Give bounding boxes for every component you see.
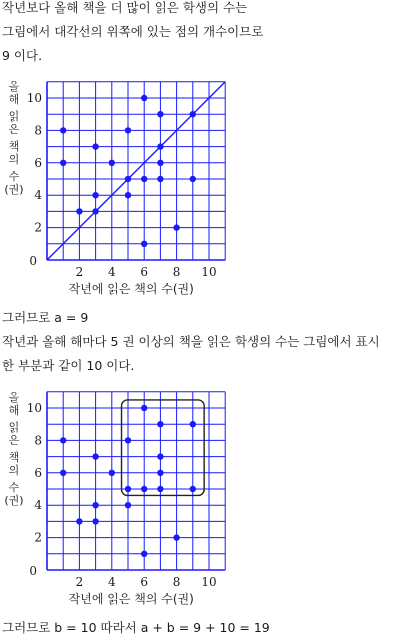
data-point	[157, 486, 163, 492]
data-point	[125, 486, 131, 492]
y-axis-label-char: 은	[8, 434, 20, 447]
data-point	[60, 127, 66, 133]
data-point	[141, 176, 147, 182]
scatter-chart-1	[0, 70, 400, 300]
data-point	[125, 192, 131, 198]
y-axis-label-char: 읽	[8, 421, 20, 434]
x-axis-label: 작년에 읽은 책의 수(권)	[68, 282, 194, 296]
data-point	[92, 453, 98, 459]
data-point	[109, 470, 115, 476]
data-point	[125, 437, 131, 443]
y-axis-label-char: (권)	[4, 183, 24, 196]
data-point	[92, 192, 98, 198]
scatter-chart-2	[0, 380, 400, 610]
result-b: 그러므로 b = 10 따라서 a + b = 9 + 10 = 19	[2, 620, 270, 635]
y-tick-label: 4	[34, 188, 42, 203]
x-tick-label: 10	[201, 575, 217, 589]
y-tick-label: 10	[26, 401, 42, 415]
y-tick-label: 8	[34, 123, 42, 138]
y-axis-label-char: 의	[8, 153, 20, 166]
y-axis-label-char: 책	[8, 451, 20, 464]
x-tick-label: 2	[75, 575, 84, 589]
data-point	[157, 176, 163, 182]
data-point	[92, 502, 98, 508]
y-axis-label-char: (권)	[4, 494, 24, 507]
y-axis-label-char: 수	[8, 170, 20, 183]
result-a: 그러므로 a = 9	[2, 310, 89, 325]
mid-line-1: 작년과 올해 해마다 5 권 이상의 책을 읽은 학생의 수는 그림에서 표시	[2, 334, 380, 349]
y-tick-label: 8	[34, 433, 42, 448]
data-point	[157, 111, 163, 117]
y-axis-label-char: 은	[8, 123, 20, 136]
data-point	[125, 502, 131, 508]
data-point	[60, 470, 66, 476]
y-tick-label: 2	[34, 530, 42, 545]
data-point	[173, 224, 179, 230]
x-tick-label: 6	[140, 575, 149, 589]
diagonal-line	[47, 82, 225, 260]
mid-line-2: 한 부분과 같이 10 이다.	[2, 358, 135, 373]
data-point	[190, 176, 196, 182]
data-point	[190, 111, 196, 117]
data-point	[60, 437, 66, 443]
data-point	[125, 176, 131, 182]
y-axis-label-char: 올	[8, 80, 20, 93]
data-point	[125, 127, 131, 133]
y-tick-label: 6	[34, 465, 42, 480]
y-axis-label-char: 의	[8, 464, 20, 477]
origin-label: 0	[29, 564, 37, 578]
x-tick-label: 6	[140, 265, 149, 279]
y-tick-label: 4	[34, 498, 42, 513]
x-tick-label: 8	[172, 575, 181, 589]
highlight-box	[122, 400, 205, 496]
y-axis-label-char: 책	[8, 140, 20, 153]
x-tick-label: 4	[107, 265, 116, 279]
y-tick-label: 6	[34, 155, 42, 170]
data-point	[157, 160, 163, 166]
data-point	[141, 95, 147, 101]
y-tick-label: 2	[34, 220, 42, 235]
y-axis-label-char: 해	[8, 404, 20, 417]
y-axis-label-char: 읽	[8, 110, 20, 123]
data-point	[141, 405, 147, 411]
data-point	[157, 421, 163, 427]
data-point	[76, 518, 82, 524]
y-axis-label-char: 해	[8, 93, 20, 106]
intro-line-1: 작년보다 올해 책을 더 많이 읽은 학생의 수는	[2, 0, 248, 15]
data-point	[173, 534, 179, 540]
data-point	[109, 160, 115, 166]
data-point	[157, 470, 163, 476]
data-point	[60, 160, 66, 166]
data-point	[157, 143, 163, 149]
data-point	[92, 208, 98, 214]
x-tick-label: 10	[201, 265, 217, 279]
x-tick-label: 2	[75, 265, 84, 279]
intro-line-2: 그림에서 대각선의 위쪽에 있는 점의 개수이므로	[2, 24, 264, 39]
x-tick-label: 4	[107, 575, 116, 589]
data-point	[190, 421, 196, 427]
data-point	[141, 241, 147, 247]
x-axis-label: 작년에 읽은 책의 수(권)	[68, 592, 194, 606]
y-axis-label-char: 올	[8, 391, 20, 404]
y-tick-label: 10	[26, 91, 42, 105]
data-point	[92, 518, 98, 524]
origin-label: 0	[29, 254, 37, 268]
x-tick-label: 8	[172, 265, 181, 279]
data-point	[92, 143, 98, 149]
y-axis-label-char: 수	[8, 481, 20, 494]
data-point	[76, 208, 82, 214]
data-point	[141, 551, 147, 557]
data-point	[157, 453, 163, 459]
data-point	[141, 486, 147, 492]
intro-line-3: 9 이다.	[2, 48, 43, 63]
data-point	[190, 486, 196, 492]
